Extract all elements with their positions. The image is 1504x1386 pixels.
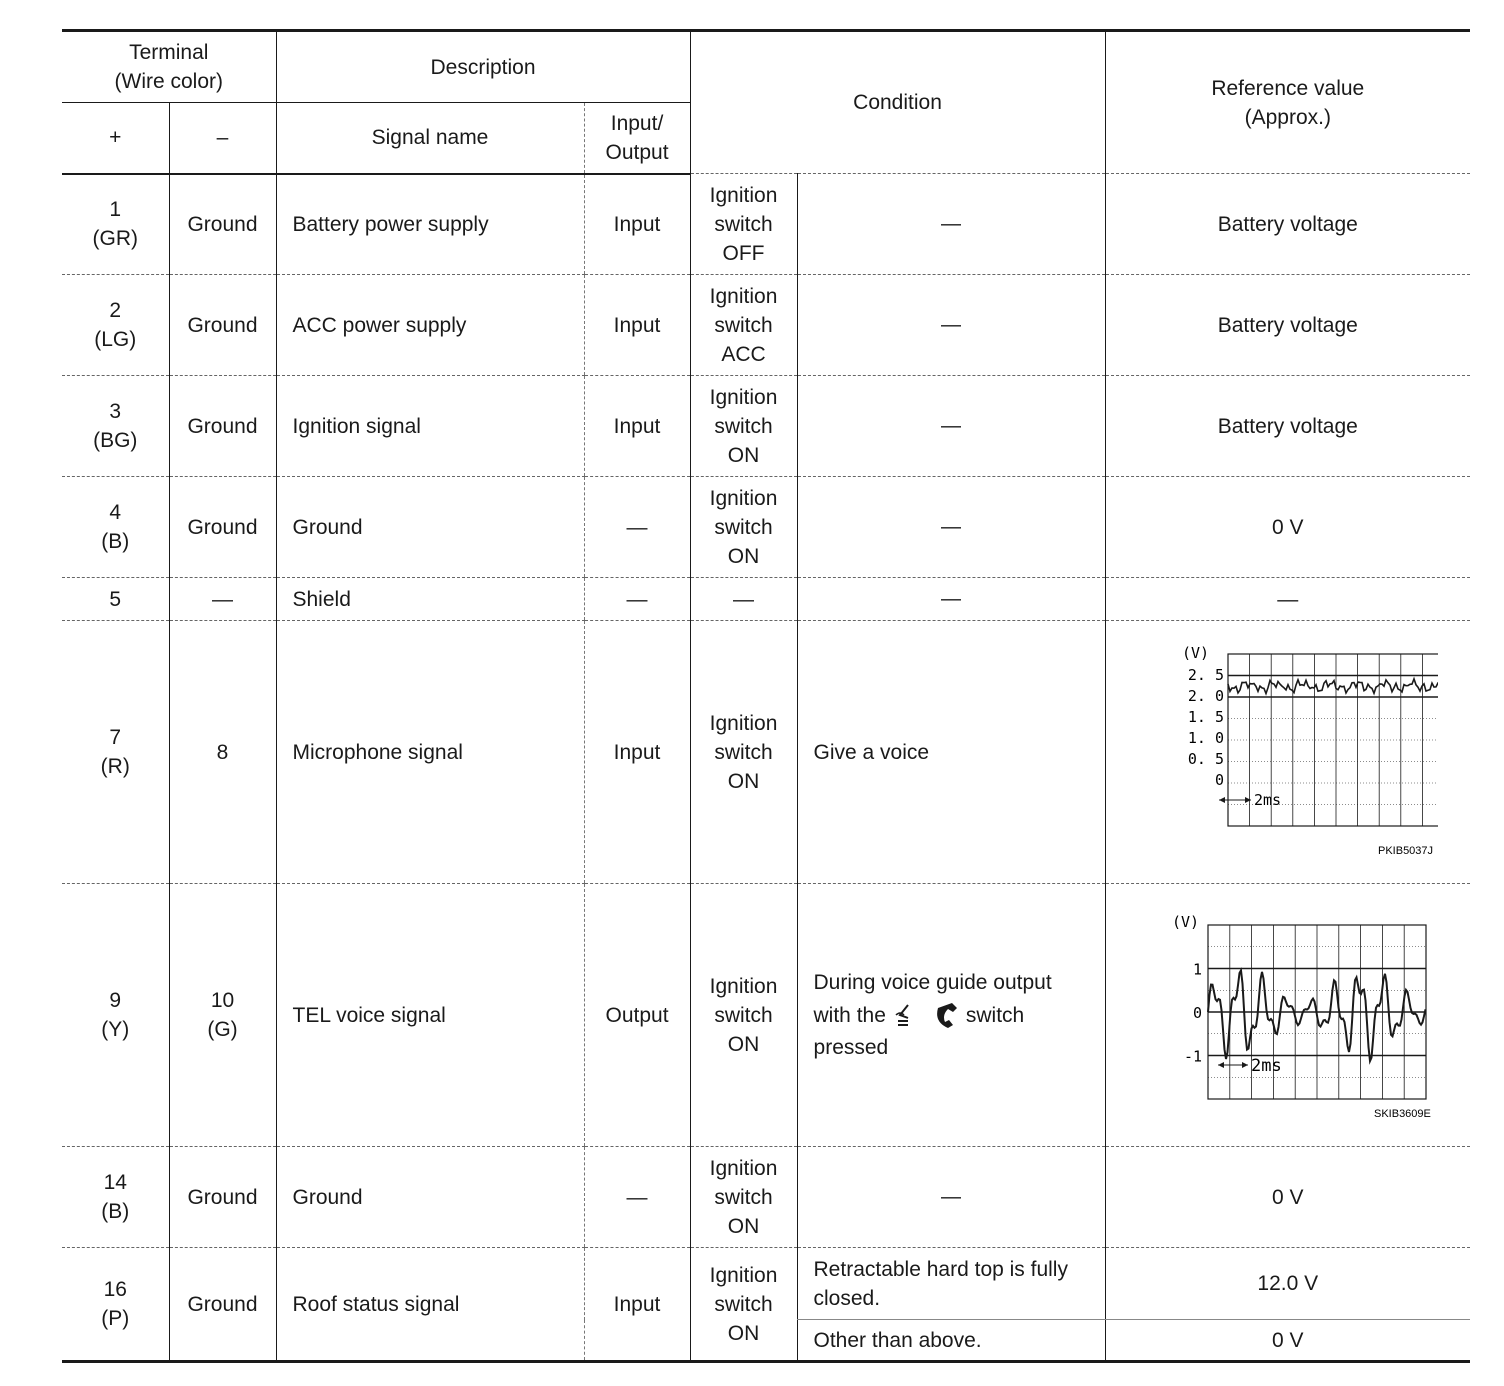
terminal-minus: Ground — [169, 174, 276, 275]
condition: Give a voice — [797, 621, 1105, 884]
ignition-condition: — — [690, 578, 797, 621]
header-signal-name: Signal name — [276, 103, 584, 174]
input-output: Input — [584, 621, 690, 884]
reference-waveform-cell — [1105, 621, 1470, 884]
terminal-minus: Ground — [169, 275, 276, 376]
input-output: Input — [584, 1248, 690, 1362]
condition-line: During voice guide output — [813, 971, 1052, 994]
ignition-condition: Ignition switch ON — [690, 884, 797, 1147]
input-output: — — [584, 477, 690, 578]
terminal-minus: — — [169, 578, 276, 621]
signal-name: TEL voice signal — [276, 884, 584, 1147]
waveform-trace — [1228, 679, 1438, 694]
table-row — [62, 1248, 1470, 1320]
waveform-tick-label: 1. 5 — [1187, 708, 1224, 726]
condition-line: pressed — [813, 1036, 889, 1059]
waveform-unit: (V) — [1171, 913, 1199, 931]
waveform-unit: (V) — [1181, 644, 1209, 662]
input-output: Output — [584, 884, 690, 1147]
period-label: 2ms — [1253, 791, 1281, 809]
terminal-minus: Ground — [169, 1147, 276, 1248]
table-row — [62, 376, 1470, 477]
signal-name: ACC power supply — [276, 275, 584, 376]
header-reference-value: Reference value (Approx.) — [1105, 31, 1470, 174]
terminal-minus: 8 — [169, 621, 276, 884]
reference-value: Battery voltage — [1105, 376, 1470, 477]
signal-name: Microphone signal — [276, 621, 584, 884]
condition: — — [797, 275, 1105, 376]
ignition-condition: Ignition switch OFF — [690, 174, 797, 275]
condition: — — [797, 477, 1105, 578]
terminal-plus: 2 (LG) — [62, 275, 169, 376]
condition-text: with the — [813, 1003, 886, 1027]
period-arrow-left — [1218, 1062, 1224, 1068]
signal-name: Shield — [276, 578, 584, 621]
signal-name: Ground — [276, 477, 584, 578]
terminal-plus: 1 (GR) — [62, 174, 169, 275]
waveform-tick-label: 0 — [1192, 1004, 1202, 1022]
input-output: Input — [584, 174, 690, 275]
terminal-minus: 10 (G) — [169, 884, 276, 1147]
reference-value: 0 V — [1105, 1320, 1470, 1362]
period-arrow-right — [1242, 1062, 1248, 1068]
table-row — [62, 884, 1470, 1147]
header-minus: – — [169, 103, 276, 174]
table-row — [62, 477, 1470, 578]
terminal-plus: 5 — [62, 578, 169, 621]
header-input-output: Input/ Output — [584, 103, 690, 174]
table-row — [62, 1147, 1470, 1248]
condition — [797, 884, 1105, 1147]
input-output: Input — [584, 376, 690, 477]
reference-waveform-cell — [1105, 884, 1470, 1147]
input-output: — — [584, 1147, 690, 1248]
signal-name: Ground — [276, 1147, 584, 1248]
condition: — — [797, 1147, 1105, 1248]
period-label: 2ms — [1250, 1056, 1282, 1076]
reference-value: — — [1105, 578, 1470, 621]
input-output: — — [584, 578, 690, 621]
reference-value: 0 V — [1105, 477, 1470, 578]
reference-value: 12.0 V — [1105, 1248, 1470, 1320]
figure-code: SKIB3609E — [1373, 1108, 1431, 1120]
terminal-minus: Ground — [169, 376, 276, 477]
table-row — [62, 174, 1470, 275]
waveform-tick-label: 2. 0 — [1187, 687, 1224, 705]
terminal-plus: 9 (Y) — [62, 884, 169, 1147]
condition: Retractable hard top is fully closed. — [797, 1248, 1105, 1320]
period-arrow-right — [1245, 797, 1251, 803]
condition: — — [797, 376, 1105, 477]
tel-voice-signal-waveform — [1138, 905, 1438, 1125]
condition-text: switch — [965, 1003, 1025, 1027]
terminal-plus: 14 (B) — [62, 1147, 169, 1248]
header-condition: Condition — [690, 31, 1105, 174]
waveform-y-ticks — [1184, 961, 1202, 1066]
signal-name: Ignition signal — [276, 376, 584, 477]
ignition-condition: Ignition switch ON — [690, 1147, 797, 1248]
ignition-condition: Ignition switch ON — [690, 477, 797, 578]
terminal-minus: Ground — [169, 477, 276, 578]
terminal-plus: 16 (P) — [101, 1278, 130, 1330]
condition-line-icons — [814, 997, 1105, 1033]
waveform-y-ticks — [1188, 666, 1224, 789]
reference-value: Battery voltage — [1105, 275, 1470, 376]
period-arrow-left — [1219, 797, 1225, 803]
microphone-signal-waveform — [1138, 642, 1438, 862]
ignition-condition: Ignition switch ACC — [690, 275, 797, 376]
header-description: Description — [276, 31, 690, 103]
voice-recognition-icon — [894, 1001, 924, 1029]
waveform-tick-label: -1 — [1183, 1047, 1202, 1066]
waveform-tick-label: 1. 0 — [1187, 729, 1224, 747]
figure-code: PKIB5037J — [1377, 845, 1433, 857]
condition: — — [797, 174, 1105, 275]
waveform-tick-label: 0. 5 — [1187, 750, 1224, 768]
waveform-tick-label: 2. 5 — [1187, 666, 1224, 684]
reference-value: 0 V — [1105, 1147, 1470, 1248]
waveform-tick-label: 1 — [1192, 960, 1202, 979]
input-output: Input — [584, 275, 690, 376]
header-plus: + — [62, 103, 169, 174]
waveform-tick-label: 0 — [1214, 771, 1224, 789]
terminal-plus: 7 (R) — [62, 621, 169, 884]
signal-name: Battery power supply — [276, 174, 584, 275]
ignition-condition: Ignition switch ON — [690, 376, 797, 477]
condition: Other than above. — [797, 1320, 1105, 1362]
table-row — [62, 578, 1470, 621]
terminal-plus: 4 (B) — [62, 477, 169, 578]
ignition-condition: Ignition switch ON — [690, 621, 797, 884]
condition: — — [797, 578, 1105, 621]
phone-handset-icon — [930, 1000, 960, 1030]
terminal-plus: 3 (BG) — [62, 376, 169, 477]
terminal-reference-table — [62, 29, 1470, 1363]
header-terminal: Terminal (Wire color) — [62, 31, 276, 103]
reference-value: Battery voltage — [1105, 174, 1470, 275]
ignition-condition: Ignition switch ON — [690, 1248, 797, 1362]
terminal-minus: Ground — [169, 1248, 276, 1362]
table-row — [62, 275, 1470, 376]
signal-name: Roof status signal — [276, 1248, 584, 1362]
table-row — [62, 621, 1470, 884]
